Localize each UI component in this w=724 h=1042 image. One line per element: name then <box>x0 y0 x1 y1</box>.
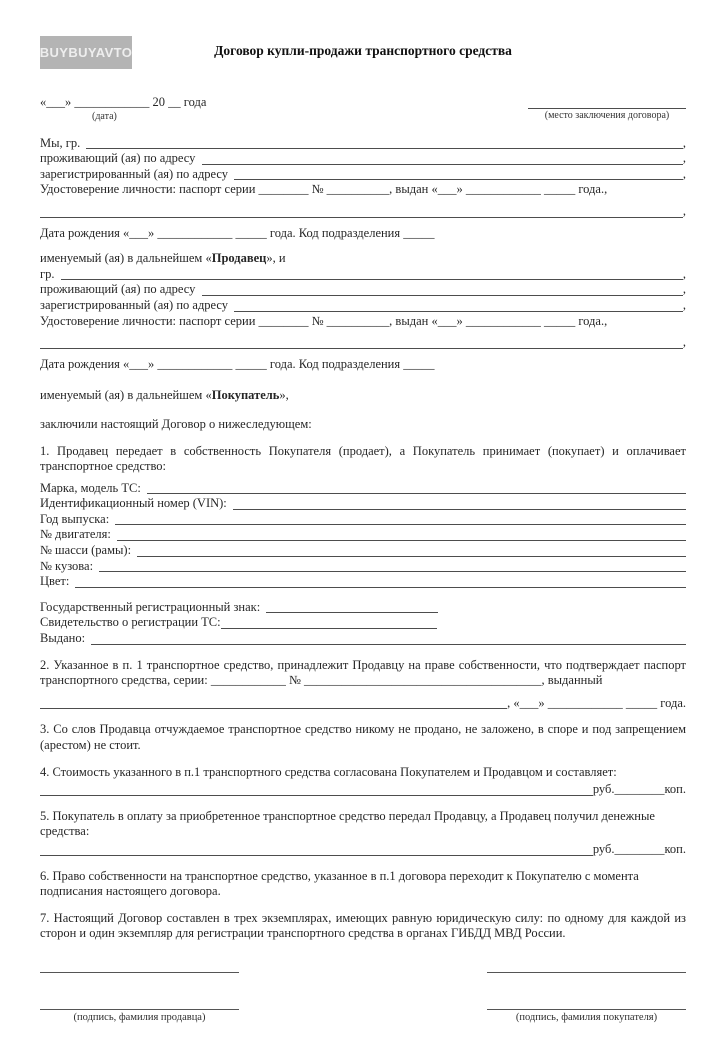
blank-line <box>266 601 438 613</box>
seller-extra-line <box>40 204 686 220</box>
comma: , <box>682 335 686 350</box>
reg-plate-row <box>40 600 686 616</box>
buyer-designation <box>40 388 686 404</box>
amount-suffix: руб.________коп. <box>592 782 686 797</box>
vehicle-field-row <box>40 559 686 575</box>
brand-logo: BUYBUYAVTO <box>40 36 132 69</box>
issued-label: Выдано: <box>40 631 89 646</box>
blank-line <box>137 545 686 557</box>
signature-gap <box>487 973 686 997</box>
seller-birth-line <box>40 226 686 242</box>
buyer-birth-line <box>40 357 686 373</box>
signature-line <box>487 997 686 1010</box>
name-label: гр. <box>40 266 58 281</box>
buyer-extra-line <box>40 335 686 351</box>
blank-line <box>528 97 686 109</box>
date-label: (дата) <box>92 110 117 122</box>
seller-passport-line <box>40 182 686 198</box>
clause-7: 7. Настоящий Договор составлен в трех экземплярах, имеющих равную юридическую силу: по одному для каждой из сторон и один экземпляр для регистрации транспортного средства в органах ГИБДД МВД России. <box>40 910 686 941</box>
reg-plate-label: Государственный регистрационный знак: <box>40 599 264 614</box>
blank-line <box>117 529 686 541</box>
seller-term: Продавец <box>211 251 267 266</box>
vehicle-field-label: Марка, модель ТС: <box>40 480 144 495</box>
clause-1: 1. Продавец передает в собственность Покупателя (продает), а Покупатель принимает (покупает) и оплачивает транспортное средство: <box>40 443 686 474</box>
buyer-passport-line <box>40 314 686 330</box>
clause-2: 2. Указанное в п. 1 транспортное средство, принадлежит Продавцу на праве собственности, что подтверждает паспорт транспортного средства, серии: ____________ № ______________________________________, выданный <box>40 657 686 688</box>
comma: , <box>682 151 686 166</box>
seller-designation <box>40 251 686 267</box>
signature-line <box>40 960 239 973</box>
buyer-registered-line <box>40 298 686 314</box>
registered-label: зарегистрированный (ая) по адресу <box>40 166 232 181</box>
comma: , <box>682 266 686 281</box>
clause-5: 5. Покупатель в оплату за приобретенное транспортное средство передал Продавцу, а Продавец получил денежные средства: <box>40 808 655 839</box>
seller-residing-line <box>40 151 686 167</box>
seller-details-block <box>40 136 686 242</box>
designation-suffix: », <box>279 388 289 403</box>
seller-signature-label: (подпись, фамилия продавца) <box>73 1011 206 1023</box>
reg-cert-label: Свидетельство о регистрации ТС: <box>40 615 221 630</box>
place-label: (место заключения договора) <box>544 110 670 121</box>
blank-line <box>75 576 686 588</box>
blank-line <box>115 513 686 525</box>
reg-cert-row <box>40 615 686 631</box>
registration-block <box>40 600 686 647</box>
date-line: «___» ____________ 20 __ года <box>40 95 207 109</box>
buyer-details-block <box>40 267 686 373</box>
seller-name-line <box>40 136 686 152</box>
blank-line <box>40 697 507 709</box>
seller-registered-line <box>40 167 686 183</box>
vehicle-field-label: Год выпуска: <box>40 511 113 526</box>
clause-2-continuation <box>40 696 686 712</box>
signature-line <box>40 997 239 1010</box>
comma: , <box>682 135 686 150</box>
designation-suffix: », и <box>266 251 286 266</box>
name-label: Мы, гр. <box>40 135 84 150</box>
blank-line <box>202 284 683 296</box>
vehicle-field-label: № кузова: <box>40 558 97 573</box>
comma: , <box>682 166 686 181</box>
vehicle-field-row <box>40 512 686 528</box>
blank-line <box>91 633 686 645</box>
vehicle-field-row <box>40 496 686 512</box>
registered-label: зарегистрированный (ая) по адресу <box>40 297 232 312</box>
buyer-name-line <box>40 267 686 283</box>
buyer-residing-line <box>40 282 686 298</box>
signature-line <box>487 960 686 973</box>
blank-line <box>86 137 682 149</box>
residing-label: проживающий (ая) по адресу <box>40 282 199 297</box>
blank-line <box>202 153 683 165</box>
birth-label: Дата рождения «___» ____________ _____ года. Код подразделения _____ <box>40 225 435 240</box>
document-title: Договор купли-продажи транспортного средства <box>214 43 512 58</box>
comma: , <box>682 203 686 218</box>
comma: , <box>682 297 686 312</box>
amount-suffix: руб.________коп. <box>592 841 686 856</box>
comma: , <box>682 282 686 297</box>
vehicle-field-label: Идентификационный номер (VIN): <box>40 496 230 511</box>
vehicle-field-row <box>40 543 686 559</box>
clause-4: 4. Стоимость указанного в п.1 транспортного средства согласована Покупателем и Продавцом и составляет: <box>40 764 617 779</box>
reg-issued-row <box>40 631 686 647</box>
blank-line <box>233 498 686 510</box>
clause-5-amount-row <box>40 842 686 858</box>
designation-prefix: именуемый (ая) в дальнейшем « <box>40 388 212 403</box>
blank-line <box>40 784 593 796</box>
buyer-signature-block <box>487 960 686 1024</box>
vehicle-field-row <box>40 574 686 590</box>
passport-label: Удостоверение личности: паспорт серии ________ № __________, выдан «___» ____________ _____ года., <box>40 313 608 328</box>
vehicle-field-label: Цвет: <box>40 574 73 589</box>
blank-line <box>40 206 683 218</box>
clause-6: 6. Право собственности на транспортное средство, указанное в п.1 договора переходит к Покупателю с момента подписания настоящего договора. <box>40 868 639 899</box>
clause-2-tail: , «___» ____________ _____ года. <box>507 695 686 710</box>
residing-label: проживающий (ая) по адресу <box>40 151 199 166</box>
clause-3: 3. Со слов Продавца отчуждаемое транспортное средство никому не продано, не заложено, в споре и под запрещением (арестом) не стоит. <box>40 722 686 752</box>
date-place-row <box>40 95 686 123</box>
title-wrap <box>132 36 594 60</box>
clause-4-amount-row <box>40 782 686 798</box>
blank-line <box>40 844 593 856</box>
blank-line <box>234 300 683 312</box>
preamble-text: заключили настоящий Договор о нижеследующем: <box>40 416 312 431</box>
birth-label: Дата рождения «___» ____________ _____ года. Код подразделения _____ <box>40 356 435 371</box>
blank-line <box>40 337 683 349</box>
blank-line <box>234 168 683 180</box>
signature-gap <box>40 973 239 997</box>
vehicle-fields-block <box>40 481 686 590</box>
place-block <box>528 95 686 123</box>
blank-line <box>221 617 437 629</box>
vehicle-field-row <box>40 481 686 497</box>
designation-prefix: именуемый (ая) в дальнейшем « <box>40 251 212 266</box>
date-block <box>40 95 206 123</box>
blank-line <box>61 268 683 280</box>
passport-label: Удостоверение личности: паспорт серии ________ № __________, выдан «___» ____________ _____ года., <box>40 182 608 197</box>
vehicle-field-label: № шасси (рамы): <box>40 543 135 558</box>
document-header <box>40 36 686 69</box>
blank-line <box>99 560 686 572</box>
blank-line <box>147 482 686 494</box>
vehicle-field-row <box>40 527 686 543</box>
seller-signature-block <box>40 960 239 1024</box>
buyer-signature-label: (подпись, фамилия покупателя) <box>515 1011 658 1023</box>
vehicle-field-label: № двигателя: <box>40 527 114 542</box>
buyer-term: Покупатель <box>211 388 280 403</box>
signatures-section <box>40 960 686 1024</box>
